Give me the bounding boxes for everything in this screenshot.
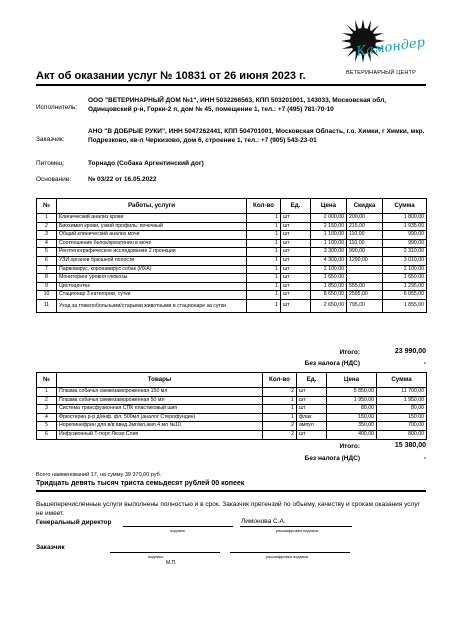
cell-discount: 200,00 — [347, 214, 383, 223]
cell-discount: 990,00 — [347, 248, 383, 257]
goods-vat-value: - — [423, 455, 426, 462]
table-row — [37, 413, 427, 422]
cell-unit: шт — [281, 299, 311, 312]
cell-name: УЗИ органов брюшной полости — [57, 256, 247, 265]
services-col-number: № — [37, 199, 57, 214]
cell-unit: шт — [281, 274, 311, 283]
cell-unit: шт — [281, 214, 311, 223]
cell-qty: 2 — [263, 422, 297, 431]
customer-decode-line — [230, 552, 350, 553]
table-row — [37, 299, 427, 312]
executor-value: ООО "ВЕТЕРИНАРНЫЙ ДОМ №1", ИНН 5032266563, КПП 503201001, 143033, Московская обл, Одинцовский р-н, Горки-2 п, дом № 45, помещение 1, тел.: +7 (495) 781-70-10 — [88, 97, 387, 113]
cell-sum: 990,00 — [383, 239, 427, 248]
cell-number: 4 — [37, 239, 57, 248]
cell-sum: 700,00 — [377, 422, 427, 431]
goods-vat-label: Без налога (НДС) — [304, 455, 360, 462]
services-total-label: Итого: — [339, 349, 360, 356]
cell-number: 3 — [37, 231, 57, 240]
logo-subtitle: ВЕТЕРИНАРНЫЙ ЦЕНТР — [346, 70, 416, 76]
cell-price: 1 650,00 — [311, 274, 347, 283]
cell-qty: 1 — [247, 265, 281, 274]
cell-name: Инфузионный Т-порт Люэр Слип — [57, 430, 263, 439]
cell-number: 1 — [37, 388, 57, 397]
cell-discount: 215,00 — [347, 222, 383, 231]
cell-qty: 1 — [247, 239, 281, 248]
customer-value: АНО "В ДОБРЫЕ РУКИ", ИНН 5047262441, КПП 504701001, Московская Область, г.о. Химки, г Химки, мкр. Подрезково, кв-л Черкизово, дом 6, строение 1, тел.: +7 (905) 543-23-01 — [88, 128, 425, 144]
services-col-name: Работы, услуги — [57, 199, 247, 214]
cell-unit: шт — [281, 239, 311, 248]
customer-label: Заказчик: — [36, 136, 65, 143]
goods-col-sum: Сумма — [377, 373, 427, 388]
pet-label: Питомец: — [36, 160, 65, 167]
services-table — [36, 198, 427, 313]
cell-name: Общий клинический анализ мочи — [57, 231, 247, 240]
goods-col-price: Цена — [327, 373, 377, 388]
services-col-discount: Скидка — [347, 199, 383, 214]
cell-name: Цистоцентез — [57, 282, 247, 291]
cell-name: Мониторинг уровня глюкозы — [57, 274, 247, 283]
basis-label: Основание: — [36, 176, 72, 183]
cell-unit: шт — [281, 291, 311, 300]
cell-qty: 1 — [247, 291, 281, 300]
cell-price: 150,00 — [327, 413, 377, 422]
cell-number: 4 — [37, 413, 57, 422]
cell-qty: 1 — [263, 405, 297, 414]
table-row — [37, 222, 427, 231]
cell-qty: 2 — [263, 430, 297, 439]
cell-sum: 800,00 — [377, 430, 427, 439]
cell-unit: шт — [281, 248, 311, 257]
services-col-sum: Сумма — [383, 199, 427, 214]
cell-unit: шт — [297, 396, 327, 405]
table-row — [37, 388, 427, 397]
customer-signature-label: Заказчик — [36, 544, 65, 551]
cell-name: Парвовирус, коронавирус собак (ИХА) — [57, 265, 247, 274]
cell-unit: шт — [281, 282, 311, 291]
cell-qty: 1 — [247, 299, 281, 312]
cell-unit: шт — [297, 405, 327, 414]
goods-total-value: 15 380,00 — [394, 442, 426, 449]
cell-sum: 150,00 — [377, 413, 427, 422]
summary-divider — [36, 490, 426, 492]
cell-price: 2 650,00 — [311, 299, 347, 312]
cell-discount — [347, 265, 383, 274]
cell-price: 1 950,00 — [327, 396, 377, 405]
cell-price: 5 850,00 — [327, 388, 377, 397]
goods-col-qty: Кол-во — [263, 373, 297, 388]
amount-in-words: Тридцать девять тысяч триста семьдесят рублей 00 копеек — [36, 480, 245, 487]
cell-name: Плазма собачья свежезамороженная 150 мл — [57, 388, 263, 397]
cell-price: 1 850,00 — [311, 282, 347, 291]
stamp-place: М.П. — [166, 560, 177, 566]
goods-table — [36, 372, 427, 440]
cell-discount: 795,00 — [347, 299, 383, 312]
cell-name: Клинический анализ крови — [57, 214, 247, 223]
pet-value: Торнадо (Собака Аргентинский дог) — [88, 160, 204, 167]
director-decode-line — [240, 526, 352, 527]
cell-qty: 1 — [247, 222, 281, 231]
cell-discount: 555,00 — [347, 282, 383, 291]
cell-number: 2 — [37, 222, 57, 231]
cell-name: Фрюстерин р-р д/инф. фл. 500мл (аналог Стерофундин) — [57, 413, 263, 422]
cell-number: 10 — [37, 291, 57, 300]
cell-sum: 11 700,00 — [377, 388, 427, 397]
cell-sum: 1 650,00 — [383, 274, 427, 283]
services-header-row — [37, 199, 427, 214]
customer-decode-caption: расшифровка подписи — [266, 554, 309, 559]
cell-sum: 3 010,00 — [383, 256, 427, 265]
cell-number: 11 — [37, 299, 57, 312]
table-row — [37, 274, 427, 283]
cell-qty: 1 — [247, 274, 281, 283]
cell-qty: 1 — [247, 282, 281, 291]
cell-discount: 2595,00 — [347, 291, 383, 300]
table-row — [37, 405, 427, 414]
director-signature-caption: подпись — [170, 528, 186, 533]
cell-qty: 1 — [247, 248, 281, 257]
cell-name: Рентгенографическое исследование 2 проекции — [57, 248, 247, 257]
cell-qty: 1 — [263, 413, 297, 422]
cell-sum: 1 295,00 — [383, 282, 427, 291]
cell-price: 350,00 — [327, 422, 377, 431]
goods-col-unit: Ед. — [297, 373, 327, 388]
table-row — [37, 396, 427, 405]
cell-sum: 990,00 — [383, 231, 427, 240]
cell-price: 3 300,00 — [311, 248, 347, 257]
cell-qty: 2 — [263, 388, 297, 397]
cell-sum: 1 950,00 — [377, 396, 427, 405]
services-col-qty: Кол-во — [247, 199, 281, 214]
completion-statement: Вышеперечисленные услуги выполнены полностью и в срок. Заказчик претензий по объему, качеству и срокам оказания услуг не имеет. — [36, 501, 420, 517]
services-vat-label: Без налога (НДС) — [304, 360, 360, 367]
table-row — [37, 422, 427, 431]
cell-name: Соотношение белок/креатинин в моче — [57, 239, 247, 248]
table-row — [37, 282, 427, 291]
table-row — [37, 239, 427, 248]
goods-col-name: Товары — [57, 373, 263, 388]
cell-number: 7 — [37, 265, 57, 274]
cell-number: 5 — [37, 248, 57, 257]
cell-number: 6 — [37, 430, 57, 439]
cell-number: 8 — [37, 274, 57, 283]
goods-header-row — [37, 373, 427, 388]
cell-discount — [347, 274, 383, 283]
cell-sum: 1 800,00 — [383, 214, 427, 223]
cell-unit: шт — [281, 222, 311, 231]
cell-name: Плазма собачья свежезамороженная 50 мл — [57, 396, 263, 405]
cell-name: Система трансфузионная СПК пластиковый шип — [57, 405, 263, 414]
table-row — [37, 231, 427, 240]
logo-brand: Камондер — [355, 35, 426, 60]
items-count-line: Всего наименований 17, на сумму 39 370,00 руб. — [36, 472, 162, 478]
cell-discount: 1290,00 — [347, 256, 383, 265]
cell-number: 5 — [37, 422, 57, 431]
customer-signature-caption: подпись — [148, 554, 164, 559]
cell-qty: 1 — [247, 214, 281, 223]
goods-col-number: № — [37, 373, 57, 388]
goods-total-label: Итого: — [339, 443, 360, 450]
cell-qty: 1 — [247, 231, 281, 240]
services-col-price: Цена — [311, 199, 347, 214]
table-row — [37, 214, 427, 223]
cell-number: 2 — [37, 396, 57, 405]
cell-number: 3 — [37, 405, 57, 414]
cell-price: 400,00 — [327, 430, 377, 439]
title-divider — [36, 84, 426, 86]
director-decode-caption: расшифровка подписи — [276, 528, 319, 533]
cell-sum: 1 935,00 — [383, 222, 427, 231]
services-col-unit: Ед. — [281, 199, 311, 214]
document-title: Акт об оказании услуг № 10831 от 26 июня 2023 г. — [36, 70, 306, 82]
cell-number: 1 — [37, 214, 57, 223]
cell-name: Уход за тяжелобольными/старыми животными в стационаре за сутки — [57, 299, 247, 312]
director-name: Лимонова С.А. — [241, 518, 286, 525]
cell-price: 2 000,00 — [311, 214, 347, 223]
cell-name: Биохимия крови, узкий профиль: почечный — [57, 222, 247, 231]
cell-discount: 110,00 — [347, 231, 383, 240]
cell-number: 9 — [37, 282, 57, 291]
cell-price: 4 300,00 — [311, 256, 347, 265]
basis-value: № 03/22 от 16.05.2022 — [88, 176, 157, 183]
cell-name: Норепинефрин для в/в введ.2мг/мл,амп.4 мл №10 — [57, 422, 263, 431]
table-row — [37, 291, 427, 300]
table-row — [37, 265, 427, 274]
cell-unit: ампул — [297, 422, 327, 431]
services-total-value: 23 990,00 — [394, 348, 426, 355]
cell-unit: шт — [297, 388, 327, 397]
table-row — [37, 430, 427, 439]
cell-unit: шт — [281, 265, 311, 274]
cell-sum: 2 310,00 — [383, 248, 427, 257]
services-vat-value: - — [423, 360, 426, 367]
cell-price: 80,00 — [327, 405, 377, 414]
cell-unit: шт — [297, 430, 327, 439]
cell-price: 8 650,00 — [311, 291, 347, 300]
cell-number: 6 — [37, 256, 57, 265]
cell-sum: 2 100,00 — [383, 265, 427, 274]
director-signature-line — [123, 526, 233, 527]
cell-sum: 80,00 — [377, 405, 427, 414]
table-row — [37, 256, 427, 265]
cell-price: 1 100,00 — [311, 231, 347, 240]
clinic-logo — [340, 18, 440, 82]
cell-unit: шт — [281, 256, 311, 265]
director-label: Генеральный директор — [36, 519, 112, 526]
customer-signature-line — [110, 552, 220, 553]
cell-sum: 6 055,00 — [383, 291, 427, 300]
cell-unit: шт — [281, 231, 311, 240]
cell-qty: 1 — [263, 396, 297, 405]
cell-discount: 110,00 — [347, 239, 383, 248]
cell-price: 2 150,00 — [311, 222, 347, 231]
cell-price: 1 100,00 — [311, 239, 347, 248]
cell-unit: флак — [297, 413, 327, 422]
cell-name: Стационар 3 категории, сутки — [57, 291, 247, 300]
table-row — [37, 248, 427, 257]
cell-sum: 1 855,00 — [383, 299, 427, 312]
cell-price: 2 100,00 — [311, 265, 347, 274]
cell-qty: 1 — [247, 256, 281, 265]
executor-label: Исполнитель: — [36, 104, 78, 111]
